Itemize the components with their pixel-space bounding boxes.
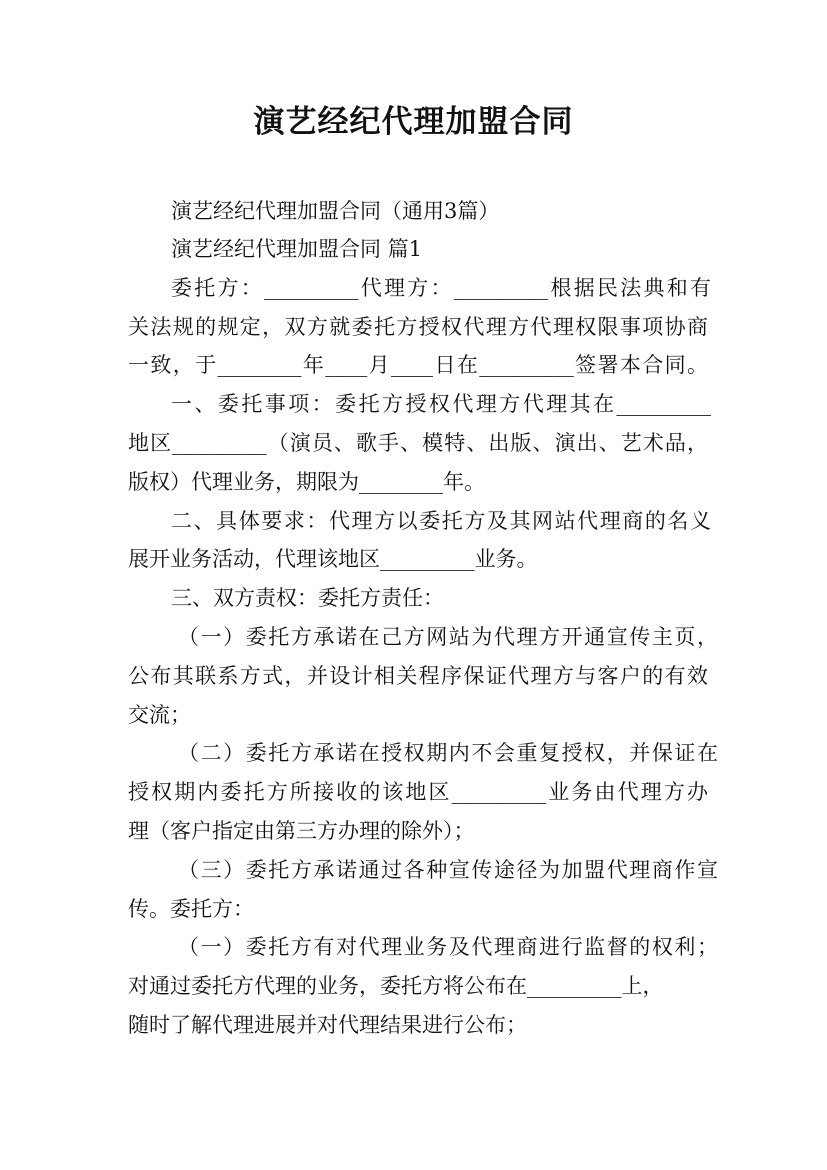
paragraph-line: 二、具体要求：代理方以委托方及其网站代理商的名义 xyxy=(171,509,711,533)
paragraph-line: 地区_________（演员、歌手、模特、出版、演出、艺术品， xyxy=(128,431,708,455)
paragraph-line: 一、委托事项：委托方授权代理方代理其在_________ xyxy=(171,392,711,416)
paragraph-line: （一）委托方有对代理业务及代理商进行监督的权利； xyxy=(178,935,718,959)
paragraph-line: 交流； xyxy=(128,703,191,727)
paragraph-line: 随时了解代理进展并对代理结果进行公布； xyxy=(128,1013,527,1037)
paragraph-line: （二）委托方承诺在授权期内不会重复授权，并保证在 xyxy=(178,741,718,765)
paragraph-line: 一致，于________年____月____日在_________签署本合同。 xyxy=(128,353,708,377)
paragraph-line: （三）委托方承诺通过各种宣传途径为加盟代理商作宣 xyxy=(178,858,718,882)
paragraph-line: 三、双方责权：委托方责任： xyxy=(171,586,444,610)
document-title: 演艺经纪代理加盟合同 xyxy=(253,104,574,140)
paragraph-subtitle: 演艺经纪代理加盟合同（通用3篇） xyxy=(171,199,500,223)
paragraph-line: 展开业务活动，代理该地区_________业务。 xyxy=(128,547,538,571)
paragraph-heading: 演艺经纪代理加盟合同 篇1 xyxy=(171,237,423,261)
paragraph-line: 关法规的规定，双方就委托方授权代理方代理权限事项协商 xyxy=(128,315,708,339)
paragraph-line: 理（客户指定由第三方办理的除外）； xyxy=(128,819,475,843)
paragraph-line: 对通过委托方代理的业务，委托方将公布在_________上， xyxy=(128,974,664,998)
paragraph-line: 授权期内委托方所接收的该地区_________业务由代理方办 xyxy=(128,780,708,804)
paragraph-line: （一）委托方承诺在己方网站为代理方开通宣传主页， xyxy=(178,625,718,649)
paragraph-line: 委托方：_________代理方：_________根据民法典和有 xyxy=(171,276,711,300)
paragraph-line: 传。委托方： xyxy=(128,897,254,921)
paragraph-line: 版权）代理业务，期限为________年。 xyxy=(128,470,485,494)
paragraph-line: 公布其联系方式，并设计相关程序保证代理方与客户的有效 xyxy=(128,664,708,688)
